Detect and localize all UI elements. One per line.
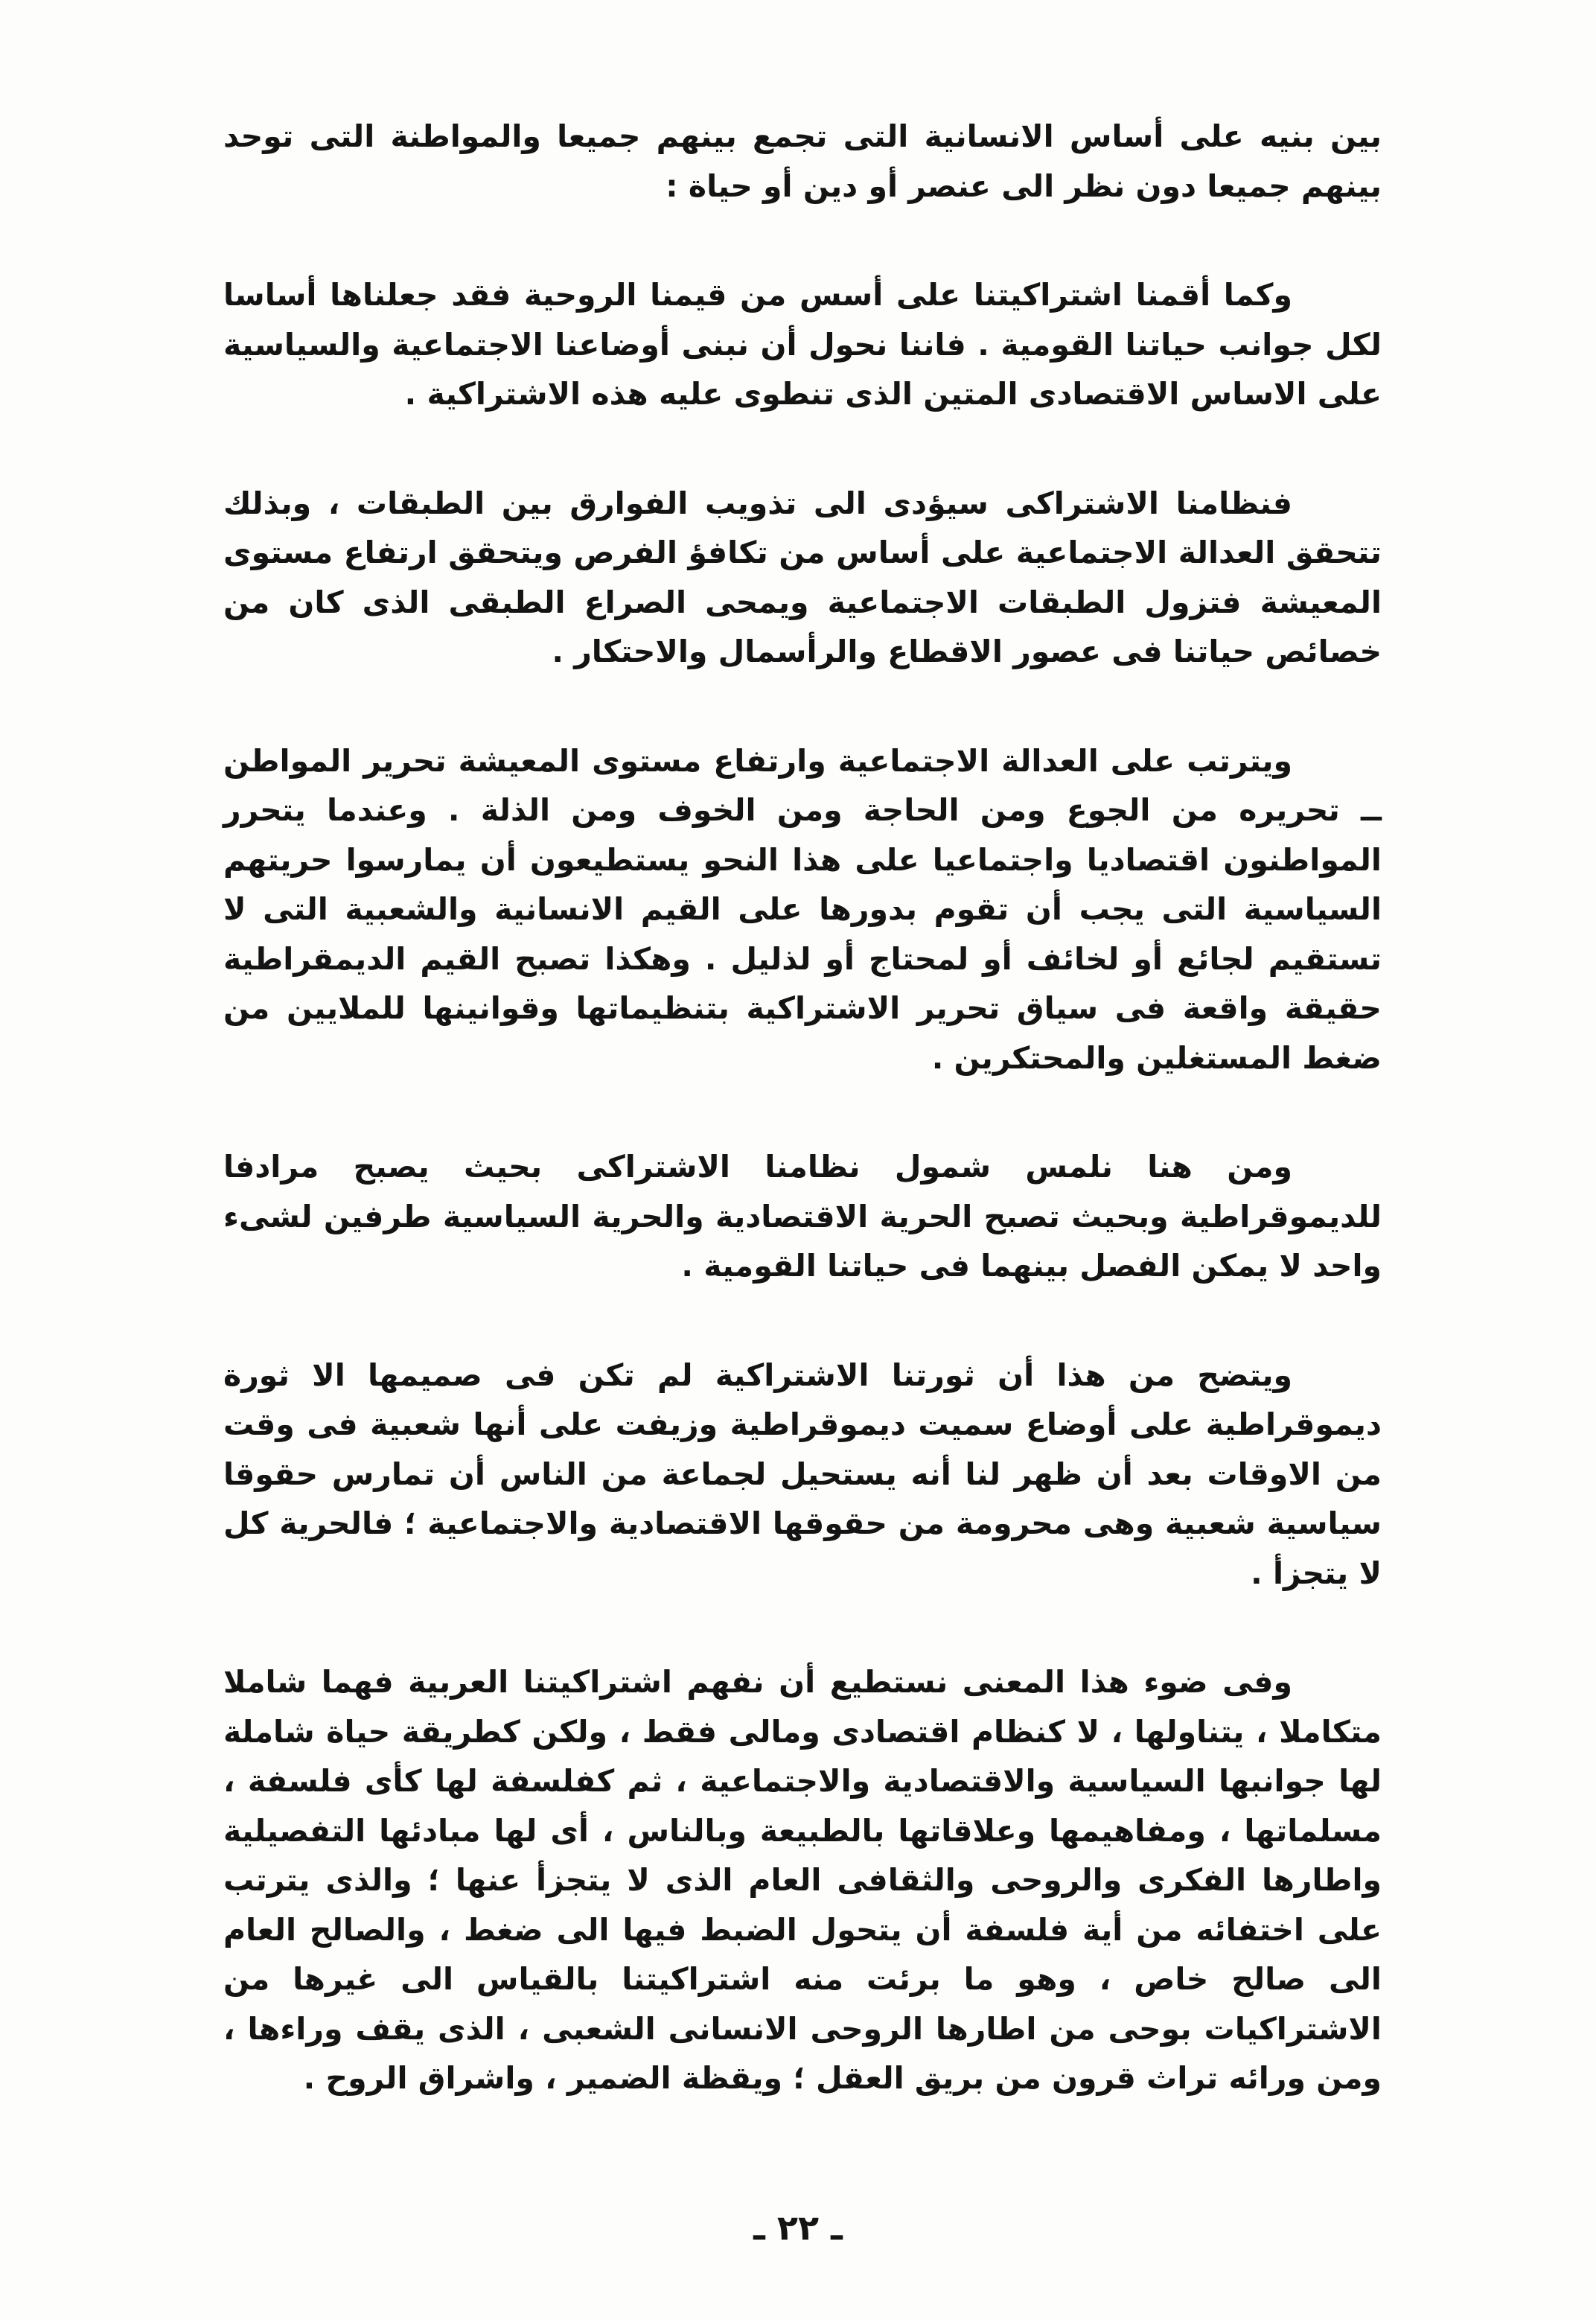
paragraph-5: ومن هنا نلمس شمول نظامنا الاشتراكى بحيث يصبح مرادفا للديموقراطية وبحيث تصبح الحرية الاقتصادية والحرية السياسية طرفين لشىء واحد لا يمكن الفصل بينهما فى حياتنا القومية . bbox=[223, 1149, 1382, 1284]
paragraph-3: فنظامنا الاشتراكى سيؤدى الى تذويب الفوارق بين الطبقات ، وبذلك تتحقق العدالة الاجتماعية على أساس من تكافؤ الفرص ويتحقق ارتفاع مستوى المعيشة فتزول الطبقات الاجتماعية ويمحى الصراع الطبقى الذى كان من خصائص حياتنا فى عصور الاقطاع والرأسمال والاحتكار . bbox=[223, 485, 1382, 669]
page-number: ـ ٢٢ ـ bbox=[753, 2208, 843, 2248]
paragraph-2: وكما أقمنا اشتراكيتنا على أسس من قيمنا الروحية فقد جعلناها أساسا لكل جوانب حياتنا القومية . فاننا نحول أن نبنى أوضاعنا الاجتماعية والسياسية على الاساس الاقتصادى المتين الذى تنطوى عليه هذه الاشتراكية . bbox=[223, 277, 1382, 412]
paragraph-7: وفى ضوء هذا المعنى نستطيع أن نفهم اشتراكيتنا العربية فهما شاملا متكاملا ، يتناولها ، لا كنظام اقتصادى ومالى فقط ، ولكن كطريقة حياة شاملة لها جوانبها السياسية والاقتصادية والاجتماعية ، ثم كفلسفة لها كأى فلسفة ، مسلماتها ، ومفاهيمها وعلاقاتها بالطبيعة وبالناس ، أى لها مبادئها التفصيلية واطارها الفكرى والروحى والثقافى العام الذى لا يتجزأ عنها ؛ والذى يترتب على اختفائه من أية فلسفة أن يتحول الضبط فيها الى ضغط ، والصالح العام الى صالح خاص ، وهو ما برئت منه اشتراكيتنا بالقياس الى غيرها من الاشتراكيات بوحى من اطارها الروحى الانسانى الشعبى ، الذى يقف وراءها ، ومن ورائه تراث قرون من بريق العقل ؛ ويقظة الضمير ، واشراق الروح . bbox=[223, 1664, 1382, 2096]
paragraph-4: ويترتب على العدالة الاجتماعية وارتفاع مستوى المعيشة تحرير المواطن ــ تحريره من الجوع ومن الحاجة ومن الخوف ومن الذلة . وعندما يتحرر المواطنون اقتصاديا واجتماعيا على هذا النحو يستطيعون أن يمارسوا حريتهم السياسية التى يجب أن تقوم بدورها على القيم الانسانية والشعبية التى لا تستقيم لجائع أو لخائف أو لمحتاج أو لذليل . وهكذا تصبح القيم الديمقراطية حقيقة واقعة فى سياق تحرير الاشتراكية بتنظيماتها وقوانينها للملايين من ضغط المستغلين والمحتكرين . bbox=[223, 742, 1382, 1076]
paragraph-6: ويتضح من هذا أن ثورتنا الاشتراكية لم تكن فى صميمها الا ثورة ديموقراطية على أوضاع سميت ديموقراطية وزيفت على أنها شعبية فى وقت من الاوقات بعد أن ظهر لنا أنه يستحيل لجماعة من الناس أن تمارس حقوقا سياسية شعبية وهى محرومة من حقوقها الاقتصادية والاجتماعية ؛ فالحرية كل لا يتجزأ . bbox=[223, 1357, 1382, 1591]
paragraph-1: بين بنيه على أساس الانسانية التى تجمع بينهم جميعا والمواطنة التى توحد بينهم جميعا دون نظر الى عنصر أو دين أو حياة : bbox=[223, 118, 1382, 204]
body-text bbox=[223, 112, 1382, 2163]
